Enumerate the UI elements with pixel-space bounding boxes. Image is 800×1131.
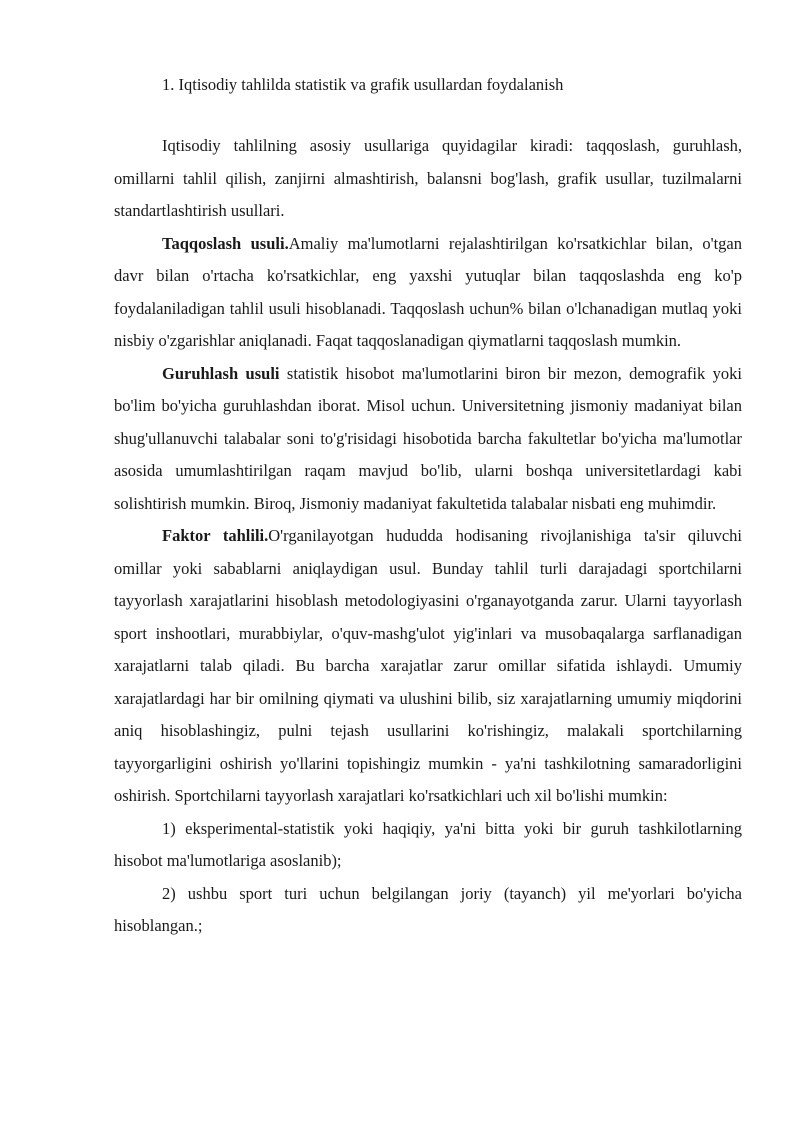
grouping-text: statistik hisobot ma'lumotlarini biron bir mezon, demografik yoki bo'lim bo'yicha guruhlashdan iborat. Misol uchun. Universitetning jismoniy madaniyat bilan shug'ullanuvchi talabalar soni to'g'risidagi hisobotida barcha fakultetlar bo'yicha ma'lumotlar asosida umumlashtirilgan raqam mavjud bo'lib, ularni boshqa universitetlardagi kabi solishtirish mumkin. Biroq, Jismoniy madaniyat fakultetida talabalar nisbati eng muhimdir. xyxy=(114,363,742,513)
intro-paragraph: Iqtisodiy tahlilning asosiy usullariga quyidagilar kiradi: taqqoslash, guruhlash, omillarni tahlil qilish, zanjirni almashtirish, balansni bog'lash, grafik usullar, tuzilmalarni standartlashtirish usullari. xyxy=(114,136,742,220)
comparison-text: Amaliy ma'lumotlarni rejalashtirilgan ko'rsatkichlar bilan, o'tgan davr bilan o'rtacha ko'rsatkichlar, eng yaxshi yutuqlar bilan taqqoslashda eng ko'p foydalaniladigan tahlil usuli hisoblanadi. Taqqoslash uchun% bilan o'lchanadigan mutlaq yoki nisbiy o'zgarishlar aniqlanadi. Faqat taqqoslanadigan qiymatlarni taqqoslash mumkin. xyxy=(114,233,743,350)
comparison-paragraph xyxy=(114,228,742,358)
factor-paragraph xyxy=(114,520,742,813)
list-item-1: 1) eksperimental-statistik yoki haqiqiy, ya'ni bitta yoki bir guruh tashkilotlarning hisobot ma'lumotlariga asoslanib); xyxy=(114,818,742,870)
comparison-term: Taqqoslash usuli. xyxy=(162,233,289,253)
grouping-term: Guruhlash usuli xyxy=(162,363,280,383)
document-page xyxy=(114,70,742,943)
factor-term: Faktor tahlili. xyxy=(162,526,269,545)
factor-text: O'rganilayotgan hududda hodisaning rivojlanishiga ta'sir qiluvchi omillar yoki sabablarni aniqlaydigan usul. Bunday tahlil turli darajadagi sportchilarni tayyorlash xarajatlarini hisoblash metodologiyasini o'rganayotganda zarur. Ularni tayyorlash sport inshootlari, murabbiylar, o'quv-mashg'ulot yig'inlari va musobaqalarga sarflanadigan xarajatlarni talab qiladi. Bu barcha xarajatlar zarur omillar sifatida ishlaydi. Umumiy xarajatlardagi har bir omilning qiymati va ulushini bilib, siz xarajatlarning umumiy miqdorini aniq hisoblashingiz, pulni tejash usullarini ko'rishingiz, malakali sportchilarning tayyorgarligini oshirish yo'llarini topishingiz mumkin - ya'ni tashkilotning samaradorligini oshirish. Sportchilarni tayyorlash xarajatlari ko'rsatkichlari uch xil bo'lishi mumkin: xyxy=(114,526,742,805)
list-item-2: 2) ushbu sport turi uchun belgilangan joriy (tayanch) yil me'yorlari bo'yicha hisoblangan.; xyxy=(114,883,742,935)
grouping-paragraph xyxy=(114,358,742,521)
section-heading: 1. Iqtisodiy tahlilda statistik va grafik usullardan foydalanish xyxy=(162,75,564,94)
